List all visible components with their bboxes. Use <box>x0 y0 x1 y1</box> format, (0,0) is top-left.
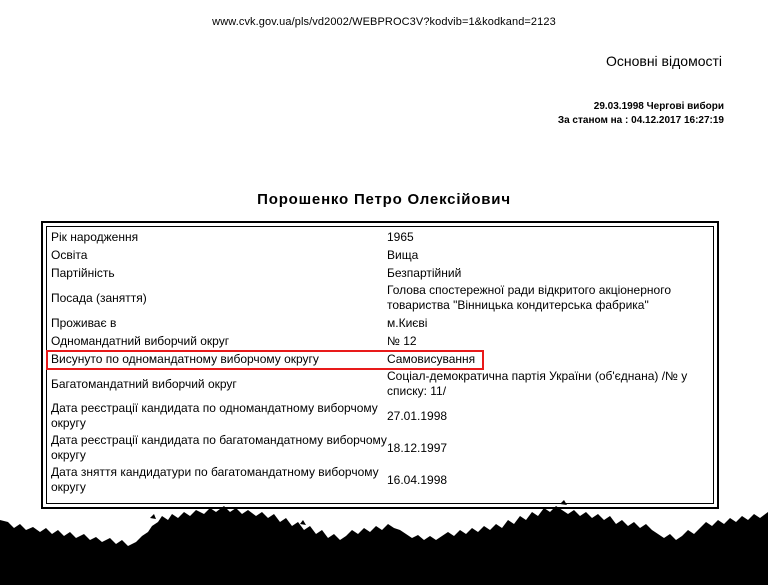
row-value: 27.01.1998 <box>387 408 448 423</box>
candidate-name: Порошенко Петро Олексійович <box>257 191 511 208</box>
row-label: Проживає в <box>51 315 117 330</box>
row-value: № 12 <box>387 333 417 348</box>
row-value: Самовисування <box>387 351 476 366</box>
row-label: Висунуто по одномандатному виборчому округу <box>51 351 319 366</box>
torn-edge-shape <box>0 506 768 585</box>
election-date: 29.03.1998 Чергові вибори <box>593 101 724 112</box>
row-value: 18.12.1997 <box>387 440 448 455</box>
row-value: Вища <box>387 247 419 262</box>
row-value: Соціал-демократична партія України (об'єднана) /№ у списку: 11/ <box>387 369 688 398</box>
row-label: Багатомандатний виборчий округ <box>51 376 237 391</box>
status-timestamp: За станом на : 04.12.2017 16:27:19 <box>557 115 724 126</box>
page-url: www.cvk.gov.ua/pls/vd2002/WEBPROC3V?kodvib=1&kodkand=2123 <box>212 16 556 28</box>
row-label: Дата реєстрації кандидата по багатомандатному виборчому округу <box>51 433 387 462</box>
row-label: Освіта <box>51 247 88 262</box>
row-label: Партійність <box>51 265 115 280</box>
row-label: Одномандатний виборчий округ <box>51 333 230 348</box>
row-label: Рік народження <box>51 229 139 244</box>
row-value: Голова спостережної ради відкритого акціонерного товариства "Вінницька кондитерська фабрика" <box>387 283 671 312</box>
row-label: Посада (заняття) <box>51 290 147 305</box>
row-value: м.Києві <box>387 315 428 330</box>
row-label: Дата зняття кандидатури по багатомандатному виборчому округу <box>51 465 379 494</box>
torn-edge-fleck-3 <box>300 520 306 525</box>
row-value: Безпартійний <box>387 265 462 280</box>
torn-edge-fleck-1 <box>150 514 156 519</box>
row-label: Дата реєстрації кандидата по одномандатному виборчому округу <box>51 401 378 430</box>
row-value: 16.04.1998 <box>387 472 448 487</box>
torn-edge-fleck-2 <box>560 500 567 505</box>
section-heading: Основні відомості <box>605 53 722 69</box>
row-value: 1965 <box>387 229 414 244</box>
